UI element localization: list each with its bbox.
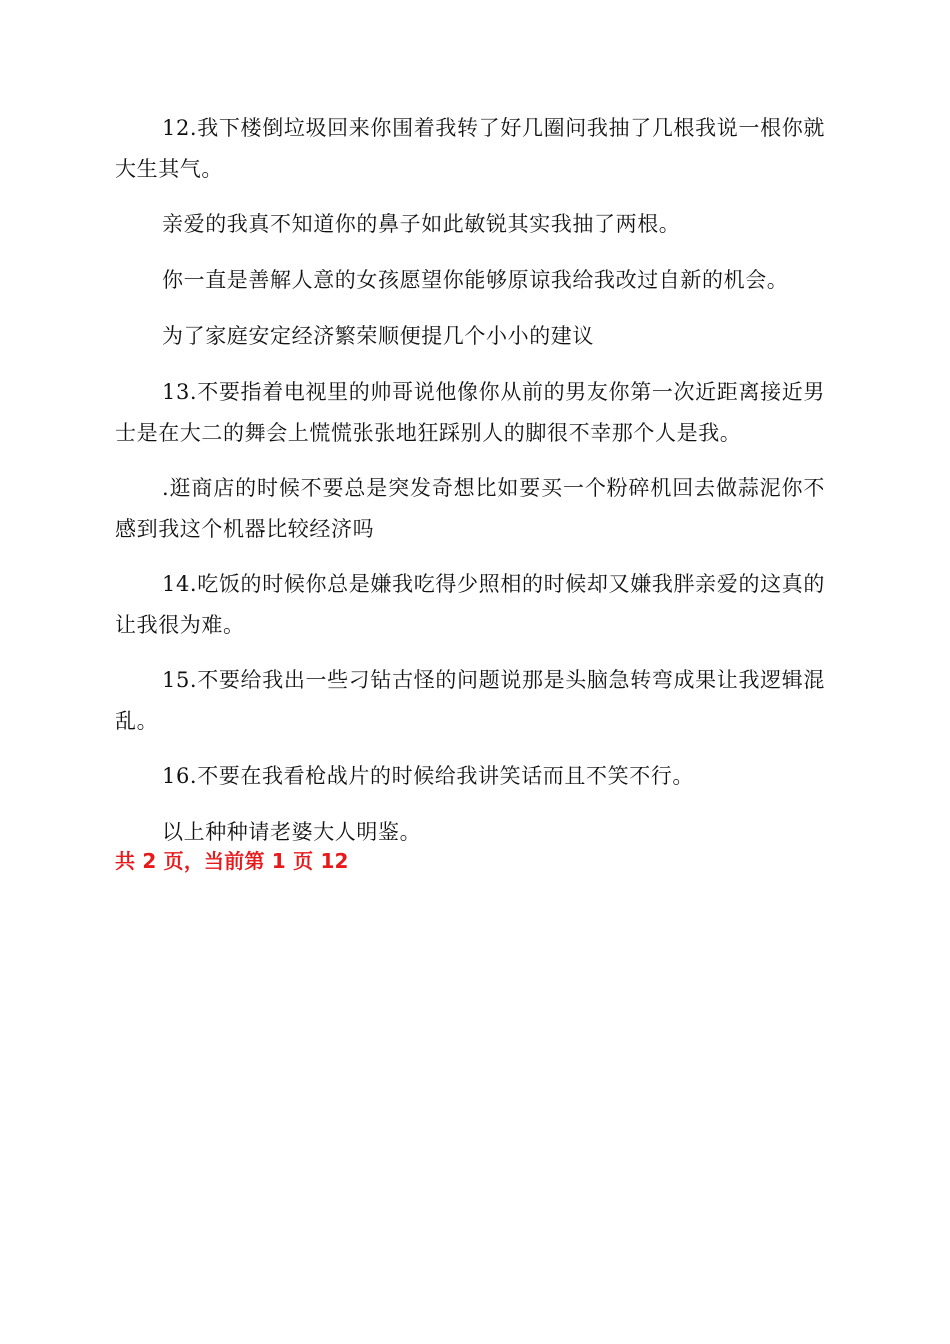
paragraph-apology: 亲爱的我真不知道你的鼻子如此敏锐其实我抽了两根。 (162, 212, 681, 236)
paragraph-13: 13.不要指着电视里的帅哥说他像你从前的男友你第一次近距离接近男士是在大二的舞会上慌慌张张地狂踩别人的脚很不幸那个人是我。 (115, 380, 825, 445)
paragraph-15: 15.不要给我出一些刁钻古怪的问题说那是头脑急转弯成果让我逻辑混乱。 (115, 668, 825, 733)
paragraph-suggestions-intro: 为了家庭安定经济繁荣顺便提几个小小的建议 (162, 324, 594, 348)
paragraph-forgive: 你一直是善解人意的女孩愿望你能够原谅我给我改过自新的机会。 (162, 268, 789, 292)
paragraph-closing: 以上种种请老婆大人明鉴。 (162, 820, 422, 844)
paragraph-14: 14.吃饭的时候你总是嫌我吃得少照相的时候却又嫌我胖亲爱的这真的让我很为难。 (115, 572, 825, 637)
document-body (115, 108, 825, 868)
paragraph-16: 16.不要在我看枪战片的时候给我讲笑话而且不笑不行。 (162, 764, 694, 788)
page-indicator: 共 2 页，当前第 1 页 12 (115, 849, 349, 873)
paragraph-12: 12.我下楼倒垃圾回来你围着我转了好几圈问我抽了几根我说一根你就大生其气。 (115, 116, 825, 181)
paragraph-shopping: .逛商店的时候不要总是突发奇想比如要买一个粉碎机回去做蒜泥你不感到我这个机器比较经济吗 (115, 476, 825, 541)
